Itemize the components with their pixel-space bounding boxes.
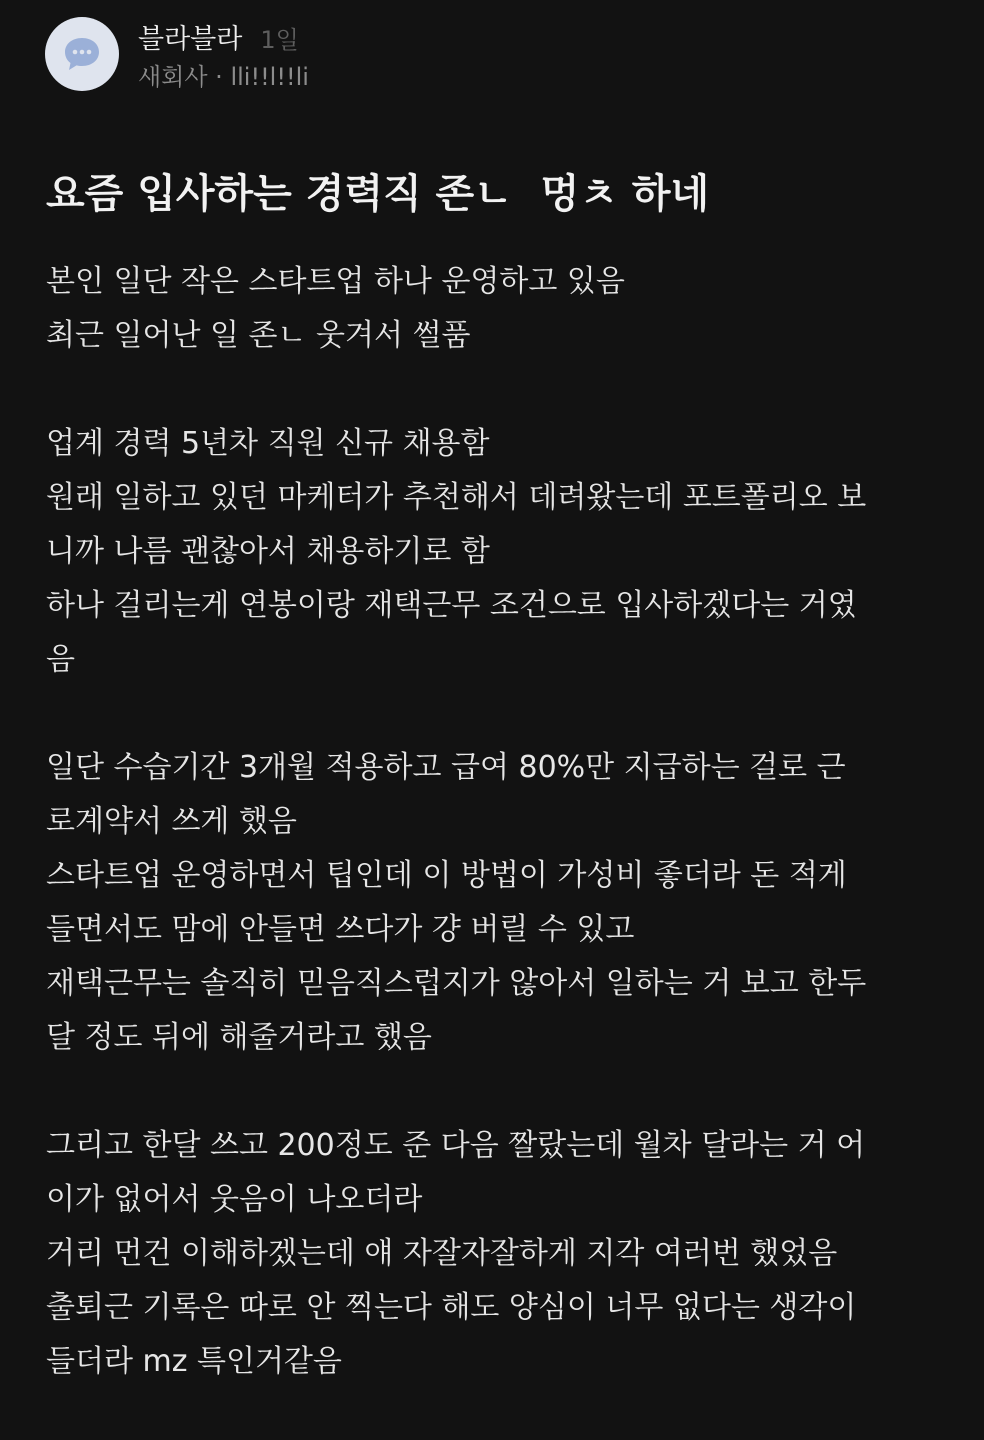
post-body — [46, 255, 946, 1389]
post-body-line: 거리 먼건 이해하겠는데 얘 자잘자잘하게 지각 여러번 했었음 — [46, 1236, 838, 1271]
author-meta — [138, 17, 309, 91]
author-company: 새회사 · lli!!l!!li — [138, 63, 309, 91]
post-time: 1일 — [260, 26, 299, 54]
post-body-line: 들면서도 맘에 안들면 쓰다가 걍 버릴 수 있고 — [46, 912, 635, 947]
paragraph-break — [46, 363, 946, 417]
post-body-line: 음 — [46, 642, 75, 677]
post-body-line: 그리고 한달 쓰고 200정도 준 다음 짤랐는데 월차 달라는 거 어 — [46, 1128, 866, 1163]
post-body-line: 이가 없어서 웃음이 나오더라 — [46, 1182, 423, 1217]
post-body-line: 들더라 mz 특인거같음 — [46, 1344, 342, 1379]
chat-bubble-icon — [62, 35, 102, 73]
post-body-line: 최근 일어난 일 존ㄴ 웃겨서 썰품 — [46, 318, 471, 353]
avatar[interactable] — [45, 17, 119, 91]
post-body-line: 재택근무는 솔직히 믿음직스럽지가 않아서 일하는 거 보고 한두 — [46, 966, 867, 1001]
paragraph-break — [46, 687, 946, 741]
author-row — [138, 17, 309, 53]
author-name[interactable]: 블라블라 — [138, 24, 243, 55]
post-body-line: 업계 경력 5년차 직원 신규 채용함 — [46, 426, 490, 461]
post-body-line: 본인 일단 작은 스타트업 하나 운영하고 있음 — [46, 264, 625, 299]
post-title: 요즘 입사하는 경력직 존ㄴ 멍ㅊ 하네 — [46, 171, 710, 217]
post-body-line: 달 정도 뒤에 해줄거라고 했음 — [46, 1020, 432, 1055]
post-body-line: 원래 일하고 있던 마케터가 추천해서 데려왔는데 포트폴리오 보 — [46, 480, 867, 515]
post-body-line: 스타트업 운영하면서 팁인데 이 방법이 가성비 좋더라 돈 적게 — [46, 858, 847, 893]
post-body-line: 출퇴근 기록은 따로 안 찍는다 해도 양심이 너무 없다는 생각이 — [46, 1290, 857, 1325]
post-body-line: 일단 수습기간 3개월 적용하고 급여 80%만 지급하는 걸로 근 — [46, 750, 846, 785]
post-body-line: 니까 나름 괜찮아서 채용하기로 함 — [46, 534, 490, 569]
post-body-line: 하나 걸리는게 연봉이랑 재택근무 조건으로 입사하겠다는 거였 — [46, 588, 857, 623]
post-body-line: 로계약서 쓰게 했음 — [46, 804, 297, 839]
paragraph-break — [46, 1065, 946, 1119]
post-header — [45, 14, 309, 94]
